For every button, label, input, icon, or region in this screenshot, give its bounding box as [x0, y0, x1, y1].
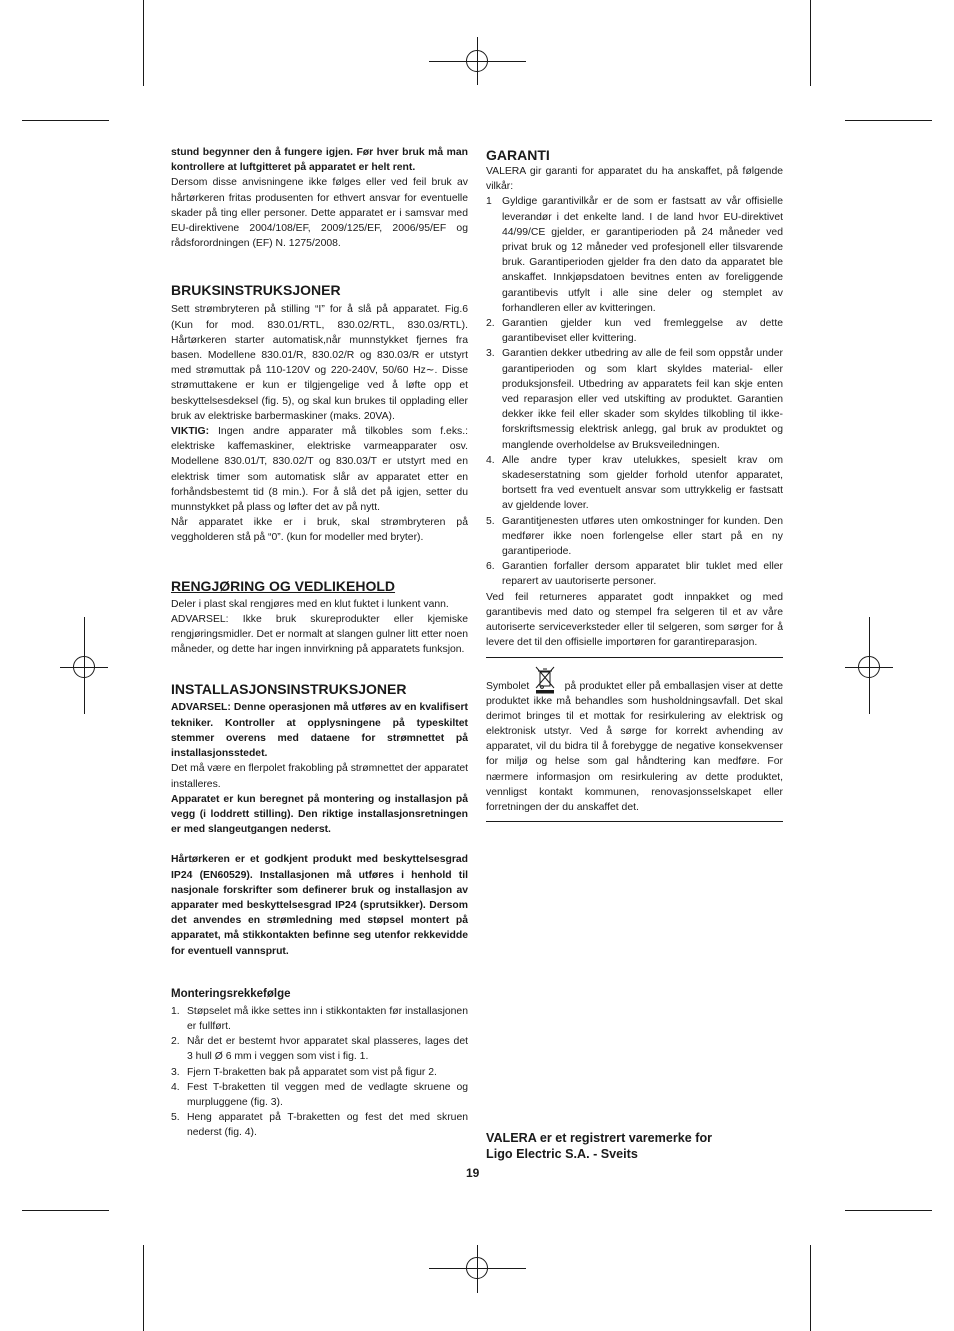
- symbol-prefix: Symbolet: [486, 680, 530, 692]
- crop-mark: [845, 1210, 932, 1211]
- intro-paragraph: Dersom disse anvisningene ikke følges eller ved feil bruk av hårtørkeren fritas produsenten for ethvert ansvar for eventuelle skader på ting eller personer. Dette apparatet er i samsvar med EU-direktivene 2004/108/EF, 2009/125/EF, 2006/95/EF og rådsforordningen (EF) N. 1275/2008.: [171, 177, 468, 250]
- list-item: 1. Støpselet må ikke settes inn i stikkontakten før installasjonen er fullført.: [171, 1005, 468, 1032]
- crop-mark: [143, 1245, 144, 1331]
- list-item: 3. Fjern T-braketten bak på apparatet som vist på figur 2.: [171, 1066, 437, 1078]
- crop-mark: [22, 1210, 109, 1211]
- crop-mark: [810, 1245, 811, 1331]
- divider: [486, 821, 783, 822]
- intro-warning: stund begynner den å fungere igjen. Før hver bruk må man kontrollere at luftgitteret på apparatet er helt rent.: [171, 147, 468, 174]
- registration-circle: [73, 656, 95, 678]
- montering-list: [171, 1004, 468, 1141]
- list-item: 4. Fest T-braketten til veggen med de vedlagte skruene og murpluggene (fig. 3).: [171, 1081, 468, 1108]
- viktig-text: Ingen andre apparater må tilkobles som f.eks.: elektriske kaffemaskiner, elektriske varmeapparater osv. Modellene 830.01/T, 830.02/T og 830.03/T er utstyrt med en elektrisk timer som automatisk slår av apparatet etter en forhåndsbestemt tid (8 min.). For å slå det på igjen, setter du munnstykket på plass og løfter det av på nytt.: [171, 426, 468, 514]
- crop-mark: [22, 120, 109, 121]
- list-item: 1 Gyldige garantivilkår er de som er fastsatt av vår offisielle leverandør i det enkelte land. I de land hvor EU-direktivet 44/99/CE gjelder, er garantiperioden på 24 måneder ved privat bruk og 12 måneder ved profesjonell eller tilsvarende bruk. Garantiperioden gjelder fra den dato da apparatet ble anskaffet. Innkjøpsdatoen bevitnes enten av foreliggende garantibevis utfylt i alle sine deler og stemplet av forhandleren eller av kvitteringen.: [486, 196, 783, 314]
- trademark-footer: [486, 1131, 712, 1162]
- section-title-rengjoring: RENGJØRING OG VEDLIKEHOLD: [171, 577, 396, 594]
- inst-bold-3: Hårtørkeren er et godkjent produkt med beskyttelsesgrad IP24 (EN60529). Installasjonen må utføres i henhold til nasjonale forskrifter som definerer bruk og installasjon av apparater med beskyttelsesgrad IP24 (sprutsikker). Dersom det anvendes en strømledning med støpsel montert på apparatet, må stikkontakten befinne seg utenfor rekkevidde for eventuell vannsprut.: [171, 854, 468, 957]
- list-item: 2. Garantien gjelder kun ved fremleggelse av dette garantibeviset eller kvittering.: [486, 318, 783, 345]
- list-item: 2. Når det er bestemt hvor apparatet skal plasseres, lages det 3 hull Ø 6 mm i veggen som vist i fig. 1.: [171, 1036, 468, 1063]
- list-item: 4. Alle andre typer krav utelukkes, spesielt krav om skadeserstatning som gjelder forhold utenfor apparatet, bortsett fra ved eventuelt ansvar som uttrykkelig er fastsatt av gjeldende lover.: [486, 454, 783, 512]
- garanti-outro: Ved feil returneres apparatet godt innpakket og med garantibevis med dato og stempel fra selgeren til et av våre autoriserte serviceverksteder eller til selgeren, som sørger for å levere det til den offisielle importøren for garantireparasjon.: [486, 591, 783, 649]
- symbol-text: på produktet eller på emballasjen viser at dette produktet ikke må behandles som husholdningsavfall. Det skal derimot bringes til et mottak for resirkulering av elektrisk og elektronisk utstyr. Ved å sørge for korrekt avhending av apparatet, vil du bidra til å forebygge de negative konsekvenser for miljø og helse som gal håndtering kan medføre. For nærmere informasjon om resirkulering av dette produktet, vennligst kontakt kommunen, renovasjonsselskapet eller forretningen der du anskaffet det.: [486, 680, 783, 813]
- section-title-garanti: GARANTI: [486, 147, 550, 163]
- trademark-line-1: VALERA er et registrert varemerke for: [486, 1131, 713, 1145]
- list-item: 6. Garantien forfaller dersom apparatet blir tuklet med eller reparert av uautoriserte personer.: [486, 561, 783, 588]
- crop-mark: [810, 0, 811, 86]
- viktig-label: VIKTIG:: [171, 426, 210, 438]
- inst-warning: ADVARSEL: Denne operasjonen må utføres av en kvalifisert tekniker. Kontroller at opplysningene på typeskiltet stemmer overens med dataene for strømnettet på installasjonsstedet.: [171, 702, 468, 760]
- garanti-intro: VALERA gir garanti for apparatet du ha anskaffet, på følgende vilkår:: [486, 166, 783, 193]
- crop-mark: [845, 120, 932, 121]
- crop-mark: [143, 0, 144, 86]
- left-column: [171, 145, 468, 1141]
- list-item: 5. Heng apparatet på T-braketten og fest det med skruen nederst (fig. 4).: [171, 1112, 468, 1139]
- bruk-paragraph-3: Når apparatet ikke er i bruk, skal strømbryteren på veggholderen stå på “0”. (kun for modeller med bryter).: [171, 517, 468, 544]
- bruk-paragraph-1: Sett strømbryteren på stilling “I” for å slå på apparatet. Fig.6 (Kun for mod. 830.01/RTL, 830.02/RTL, 830.03/RTL). Hårtørkeren starter automatisk,når munnstykket fjernes fra basen. Modellene 830.01/R, 830.02/R og 830.03/R er utstyrt med strømuttak på 110-120V og 220-240V, 50/60 Hz∼. Disse strømuttakene er kun er tilgjengelige ved å løfte opp et beskyttelsesdeksel (fig. 5), og skal kun brukes til opplading eller bruk av elektriske barbermaskiner (maks. 20VA).: [171, 304, 468, 422]
- section-title-bruksinstruksjoner: BRUKSINSTRUKSJONER: [171, 282, 341, 299]
- weee-paragraph: [486, 666, 783, 816]
- registration-circle: [466, 1257, 488, 1279]
- registration-circle: [858, 656, 880, 678]
- subsection-title-montering: Monteringsrekkefølge: [171, 987, 291, 1000]
- list-item: 5. Garantitjenesten utføres uten omkostninger for kunden. Den medfører ikke noen forlengelse eller start på en ny garantiperiode.: [486, 515, 783, 558]
- garanti-list: [486, 194, 783, 589]
- page-number: 19: [466, 1166, 480, 1180]
- section-title-installasjon: INSTALLASJONSINSTRUKSJONER: [171, 681, 407, 698]
- reng-paragraph-1: Deler i plast skal rengjøres med en klut fuktet i lunkent vann.: [171, 598, 449, 610]
- inst-bold-2: Apparatet er kun beregnet på montering og installasjon på vegg (i loddrett stilling). Den riktige installasjonsretningen er med slangeutgangen nederst.: [171, 793, 468, 836]
- trademark-line-2: Ligo Electric S.A. - Sveits: [486, 1146, 638, 1161]
- reng-paragraph-2: ADVARSEL: Ikke bruk skureprodukter eller kjemiske rengjøringsmidler. Det er normalt at slangen gulner litt etter noen måneder, og dette har ingen innvirkning på apparatets funksjon.: [171, 613, 468, 656]
- crossed-out-wheelie-bin-icon: [535, 666, 555, 694]
- list-item: 3. Garantien dekker utbedring av alle de feil som oppstår under garantiperioden og som klart skyldes material- eller produksjonsfeil. Utbedring av apparatets feil kan skje enten ved reparasjon eller ved utskifting av produktet. Garantien dekker ikke feil eller skader som skyldes tilkobling til ikke-forskriftsmessig elektrisk anlegg, gal bruk av produktet og manglende overholdelse av Bruksveiledningen.: [486, 348, 783, 451]
- right-column: [486, 147, 783, 822]
- inst-paragraph-1: Det må være en flerpolet frakobling på strømnettet der apparatet installeres.: [171, 763, 468, 790]
- bruk-paragraph-viktig: [171, 424, 468, 515]
- registration-circle: [466, 50, 488, 72]
